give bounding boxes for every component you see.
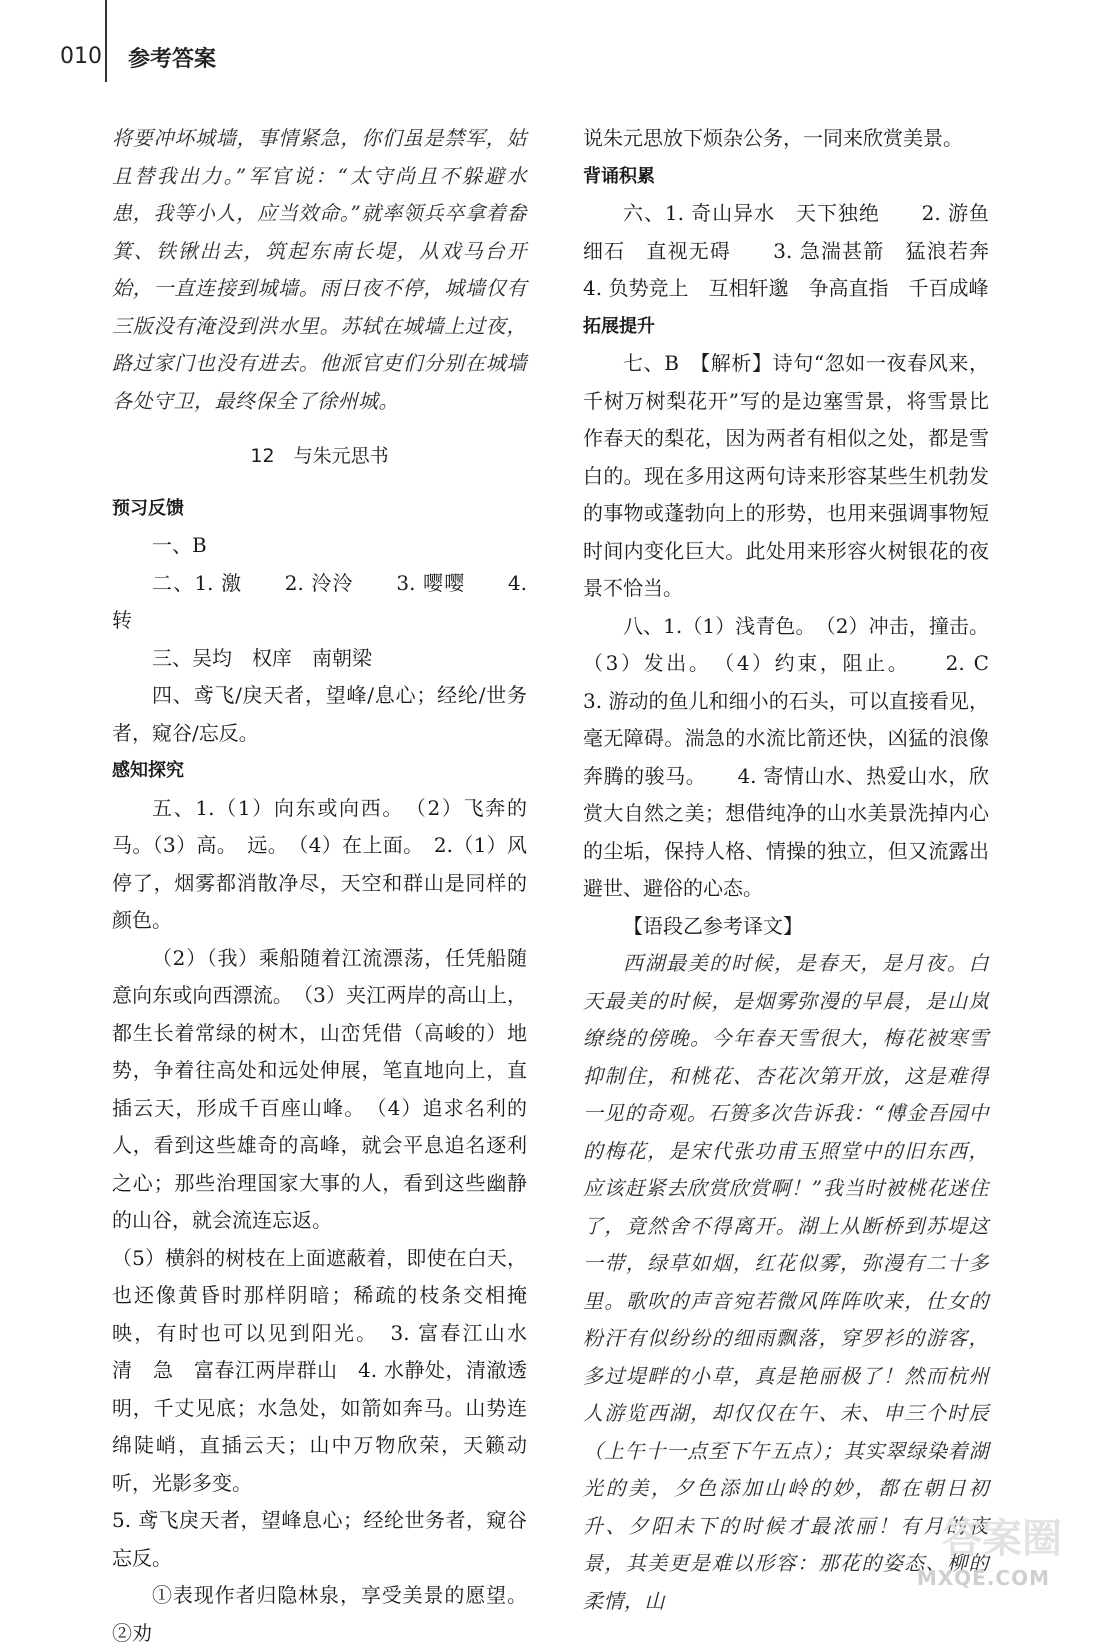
left-column: [112, 120, 547, 1652]
section-heading: 拓展提升: [583, 315, 655, 337]
answer-item: 四、鸢飞/戾天者，望峰/息心；经纶/世务者，窥谷/忘反。: [112, 683, 527, 745]
translation-paragraph: 西湖最美的时候，是春天，是月夜。白天最美的时候，是烟雾弥漫的早晨，是山岚缭绕的傍晚。今年春天雪很大，梅花被寒雪抑制住，和桃花、杏花次第开放，这是难得一见的奇观。石篑多次告诉我：“傅金吾园中的梅花，是宋代张功甫玉照堂中的旧东西，应该赶紧去欣赏欣赏啊！”我当时被桃花迷住了，竟然舍不得离开。湖上从断桥到苏堤这一带，绿草如烟，红花似雾，弥漫有二十多里。歌吹的声音宛若微风阵阵吹来，仕女的粉汗有似纷纷的细雨飘落，穿罗衫的游客，多过堤畔的小草，真是艳丽极了！然而杭州人游览西湖，却仅仅在午、未、申三个时辰（上午十一点至下午五点）；其实翠绿染着湖光的美，夕色添加山岭的妙，都在朝日初升、夕阳未下的时候才最浓丽！有月的夜景，其美更是难以形容：那花的姿态、柳的柔情，山: [583, 951, 989, 1613]
answer-item: （2）（我）乘船随着江流漂荡，任凭船随意向东或向西漂流。 （3）夹江两岸的高山上，都生长着常绿的树木，山峦凭借（高峻的）地势，争着往高处和远处伸展，笔直地向上，直插云天，形成千百座山峰。 （4）追求名利的人，看到这些雄奇的高峰，就会平息追名逐利之心；那些治理国家大事的人，看到这些幽静的山谷，就会流连忘返。: [112, 945, 527, 1232]
section-heading: 背诵积累: [583, 165, 655, 187]
watermark-text: MXQE.COM: [916, 1566, 1050, 1590]
page-header: [0, 0, 1094, 110]
answer-item: 5. 鸢飞戾天者，望峰息心；经纶世务者，窥谷忘反。: [112, 1508, 527, 1570]
section-heading: 预习反馈: [112, 497, 184, 519]
answer-item: ①表现作者归隐林泉，享受美景的愿望。②劝: [112, 1583, 527, 1645]
translation-heading: 【语段乙参考译文】: [623, 913, 803, 938]
header-divider: [105, 0, 107, 82]
page-number: 010: [60, 44, 102, 69]
answer-item: 八、1.（1）浅青色。 （2）冲击，撞击。（3）发出。 （4）约束，阻止。 2. C 3. 游动的鱼儿和细小的石头，可以直接看见，毫无障碍。湍急的水流比箭还快，凶猛的浪像奔腾的骏马。 4. 寄情山水、热爱山水，欣赏大自然之美；想借纯净的山水美景洗掉内心的尘垢，保持人格、情操的独立，但又流露出避世、避俗的心态。: [583, 613, 1029, 900]
section-heading: 感知探究: [112, 760, 184, 781]
answer-item: 二、1. 激 2. 泠泠 3. 嘤嘤 4. 转: [112, 570, 527, 632]
answer-item: 三、吴均 权庠 南朝梁: [152, 645, 372, 670]
paragraph: 将要冲坏城墙，事情紧急，你们虽是禁军，姑且替我出力。”军官说：“太守尚且不躲避水患，我等小人，应当效命。”就率领兵卒拿着畚箕、铁锹出去，筑起东南长堤，从戏马台开始，一直连接到城墙。雨日夜不停，城墙仅有三版没有淹没到洪水里。苏轼在城墙上过夜，路过家门也没有进去。他派官吏们分别在城墙各处守卫，最终保全了徐州城。: [112, 126, 527, 413]
answer-item: （5）横斜的树枝在上面遮蔽着，即使在白天，也还像黄昏时那样阴暗；稀疏的枝条交相掩映，有时也可以见到阳光。 3. 富春江山水 清 急 富春江两岸群山 4. 水静处，清澈透明，千丈见底；水急处，如箭如奔马。山势连绵陡峭，直插云天；山中万物欣荣，天籁动听，光影多变。: [112, 1245, 547, 1495]
answer-item: 一、B: [152, 533, 207, 557]
watermark: [886, 1516, 1086, 1596]
header-title: 参考答案: [128, 47, 217, 72]
watermark-logo: 答案圈: [942, 1516, 1062, 1562]
answer-item: 五、1.（1）向东或向西。 （2）飞奔的马。（3）高。 远。 （4）在上面。 2.（1）风停了，烟雾都消散净尽，天空和群山是同样的颜色。: [112, 795, 527, 932]
answer-item: 六、1. 奇山异水 天下独绝 2. 游鱼细石 直视无碍 3. 急湍甚箭 猛浪若奔 4. 负势竞上 互相轩邈 争高直指 千百成峰: [583, 201, 1029, 300]
answer-item: 七、B 【解析】诗句“忽如一夜春风来，千树万树梨花开”写的是边塞雪景，将雪景比作春天的梨花，因为两者有相似之处，都是雪白的。现在多用这两句诗来形容某些生机勃发的事物或蓬勃向上的形势，也用来强调事物短时间内变化巨大。此处用来形容火树银花的夜景不恰当。: [583, 351, 989, 600]
answer-item: 说朱元思放下烦杂公务，一同来欣赏美景。: [583, 126, 963, 150]
lesson-title: 12 与朱元思书: [250, 445, 389, 467]
